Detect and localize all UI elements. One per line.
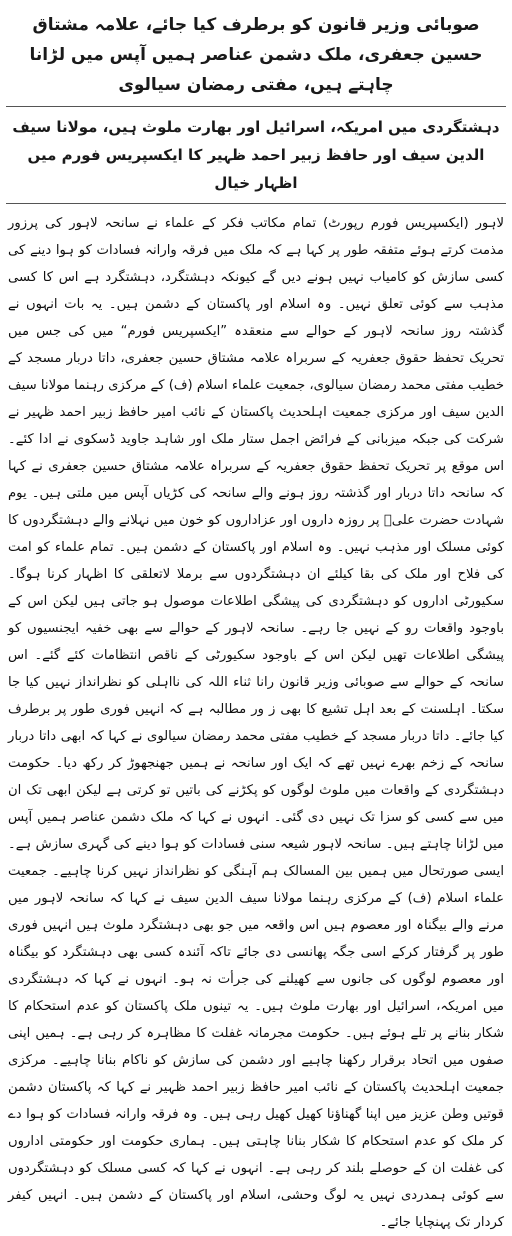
divider-top [6, 106, 506, 107]
article-body: لاہور (ایکسپریس فورم رپورٹ) تمام مکاتب فکر کے علماء نے سانحہ لاہور کی پرزور مذمت کرتے ہوئے متفقہ طور پر کہا ہے کہ ملک میں فرقہ وارانہ فسادات کو ہوا دینے کی کسی سازش کو کامیاب نہیں ہونے دیں گے کیونکہ دہشتگرد، دہشتگرد ہے اس کا کسی مذہب سے کوئی تعلق نہیں۔ وہ اسلام اور پاکستان کے دشمن ہیں۔ یہ بات انہوں نے گذشتہ روز سانحہ لاہور کے حوالے سے منعقدہ ”ایکسپریس فورم“ میں کی جس میں تحریک تحفظ حقوق جعفریہ کے سربراہ علامہ مشتاق حسین جعفری، داتا دربار مسجد کے خطیب مفتی محمد رمضان سیالوی، جمعیت علماء اسلام (ف) کے مرکزی رہنما مولانا سیف الدین سیف اور مرکزی جمعیت اہلحدیث پاکستان کے نائب امیر حافظ زبیر احمد ظہیر نے شرکت کی جبکہ میزبانی کے فرائض اجمل ستار ملک اور شاہد جاوید ڈسکوی نے ادا کئے۔ اس موقع پر تحریک تحفظ حقوق جعفریہ کے سربراہ علامہ مشتاق حسین جعفری نے کہا کہ سانحہ داتا دربار اور گذشتہ روز ہونے والے سانحہ کی کڑیاں آپس میں ملتی ہیں۔ یوم شہادت حضرت علیؓ پر روزہ داروں اور عزاداروں کو خون میں نہلانے والے دہشتگردوں کا کوئی مسلک اور مذہب نہیں۔ وہ اسلام اور پاکستان کے دشمن ہیں۔ تمام علماء کو امت کی فلاح اور ملک کی بقا کیلئے ان دہشتگردوں سے برملا لاتعلقی کا اظہار کرنا ہوگا۔ سکیورٹی اداروں کو دہشتگردی کی پیشگی اطلاعات موصول ہو جاتی ہیں لیکن اس کے باوجود واقعات رو کے نہیں جا رہے۔ سانحہ لاہور کے حوالے سے بھی خفیہ ایجنسیوں کو پیشگی اطلاعات تھیں لیکن اس کے باوجود سکیورٹی کے ناقص انتظامات کئے گئے۔ اس سانحہ کے حوالے سے صوبائی وزیر قانون رانا ثناء اللہ کی نااہلی کو نظرانداز نہیں کیا جا سکتا۔ اہلسنت کے بعد اہل تشیع کا بھی ز ور مطالبہ ہے کہ انہیں فوری طور پر برطرف کیا جائے۔ داتا دربار مسجد کے خطیب مفتی محمد رمضان سیالوی نے کہا کہ ابھی داتا دربار سانحہ کے زخم بھرے نہیں تھے کہ ایک اور سانحہ نے ہمیں جھنجھوڑ کر رکھ دیا۔ حکومت دہشتگردی کے واقعات میں ملوث لوگوں کو پکڑنے کی باتیں تو کرتی ہے لیکن ابھی تک ان میں سے کسی کو سزا تک نہیں دی گئی۔ انہوں نے کہا کہ ملک دشمن عناصر ہمیں آپس میں لڑانا چاہتے ہیں۔ سانحہ لاہور شیعہ سنی فسادات کو ہوا دینے کی گہری سازش ہے۔ ایسی صورتحال میں ہمیں بین المسالک ہم آہنگی کو نظرانداز نہیں کرنا چاہیے۔ جمعیت علماء اسلام (ف) کے مرکزی رہنما مولانا سیف الدین سیف نے کہا کہ سانحہ لاہور میں مرنے والے بیگناہ اور معصوم ہیں اس واقعہ میں جو بھی دہشتگرد ملوث ہیں انہیں فوری طور پر گرفتار کرکے اسی جگہ پھانسی دی جائے تاکہ آئندہ کسی بھی دہشتگرد کو بیگناہ اور معصوم لوگوں کی جانوں سے کھیلنے کی جرأت نہ ہو۔ انہوں نے کہا کہ دہشتگردی میں امریکہ، اسرائیل اور بھارت ملوث ہیں۔ یہ تینوں ملک پاکستان کو عدم استحکام کا شکار بنانے پر تلے ہوئے ہیں۔ حکومت مجرمانہ غفلت کا مظاہرہ کر رہی ہے۔ ہمیں اپنی صفوں میں اتحاد برقرار رکھنا چاہیے اور دشمن کی سازش کو ناکام بنانا چاہیے۔ مرکزی جمعیت اہلحدیث پاکستان کے نائب امیر حافظ زبیر احمد ظہیر نے کہا کہ پاکستان دشمن قوتیں وطن عزیز میں اپنا گھناؤنا کھیل کھیل رہی ہیں۔ وہ فرقہ وارانہ فسادات کو ہوا دے کر ملک کو عدم استحکام کا شکار بنانا چاہتی ہیں۔ ہماری حکومت اور حکومتی اداروں کی غفلت ان کے حوصلے بلند کر رہی ہے۔ انہوں نے کہا کہ کسی مسلک کو دہشتگردوں سے کوئی ہمدردی نہیں یہ لوگ وحشی، اسلام اور پاکستان کے دشمن ہیں۔ انہیں کیفر کردار تک پہنچایا جائے۔ [8, 216, 504, 1230]
subheadline: دہشتگردی میں امریکہ، اسرائیل اور بھارت ملوث ہیں، مولانا سیف الدین سیف اور حافظ زبیر احمد ظہیر کا ایکسپریس فورم میں اظہار خیال [12, 118, 500, 192]
divider-bottom [6, 203, 506, 204]
headline: صوبائی وزیر قانون کو برطرف کیا جائے، علامہ مشتاق حسین جعفری، ملک دشمن عناصر ہمیں آپس میں لڑانا چاہتے ہیں، مفتی رمضان سیالوی [29, 15, 483, 95]
